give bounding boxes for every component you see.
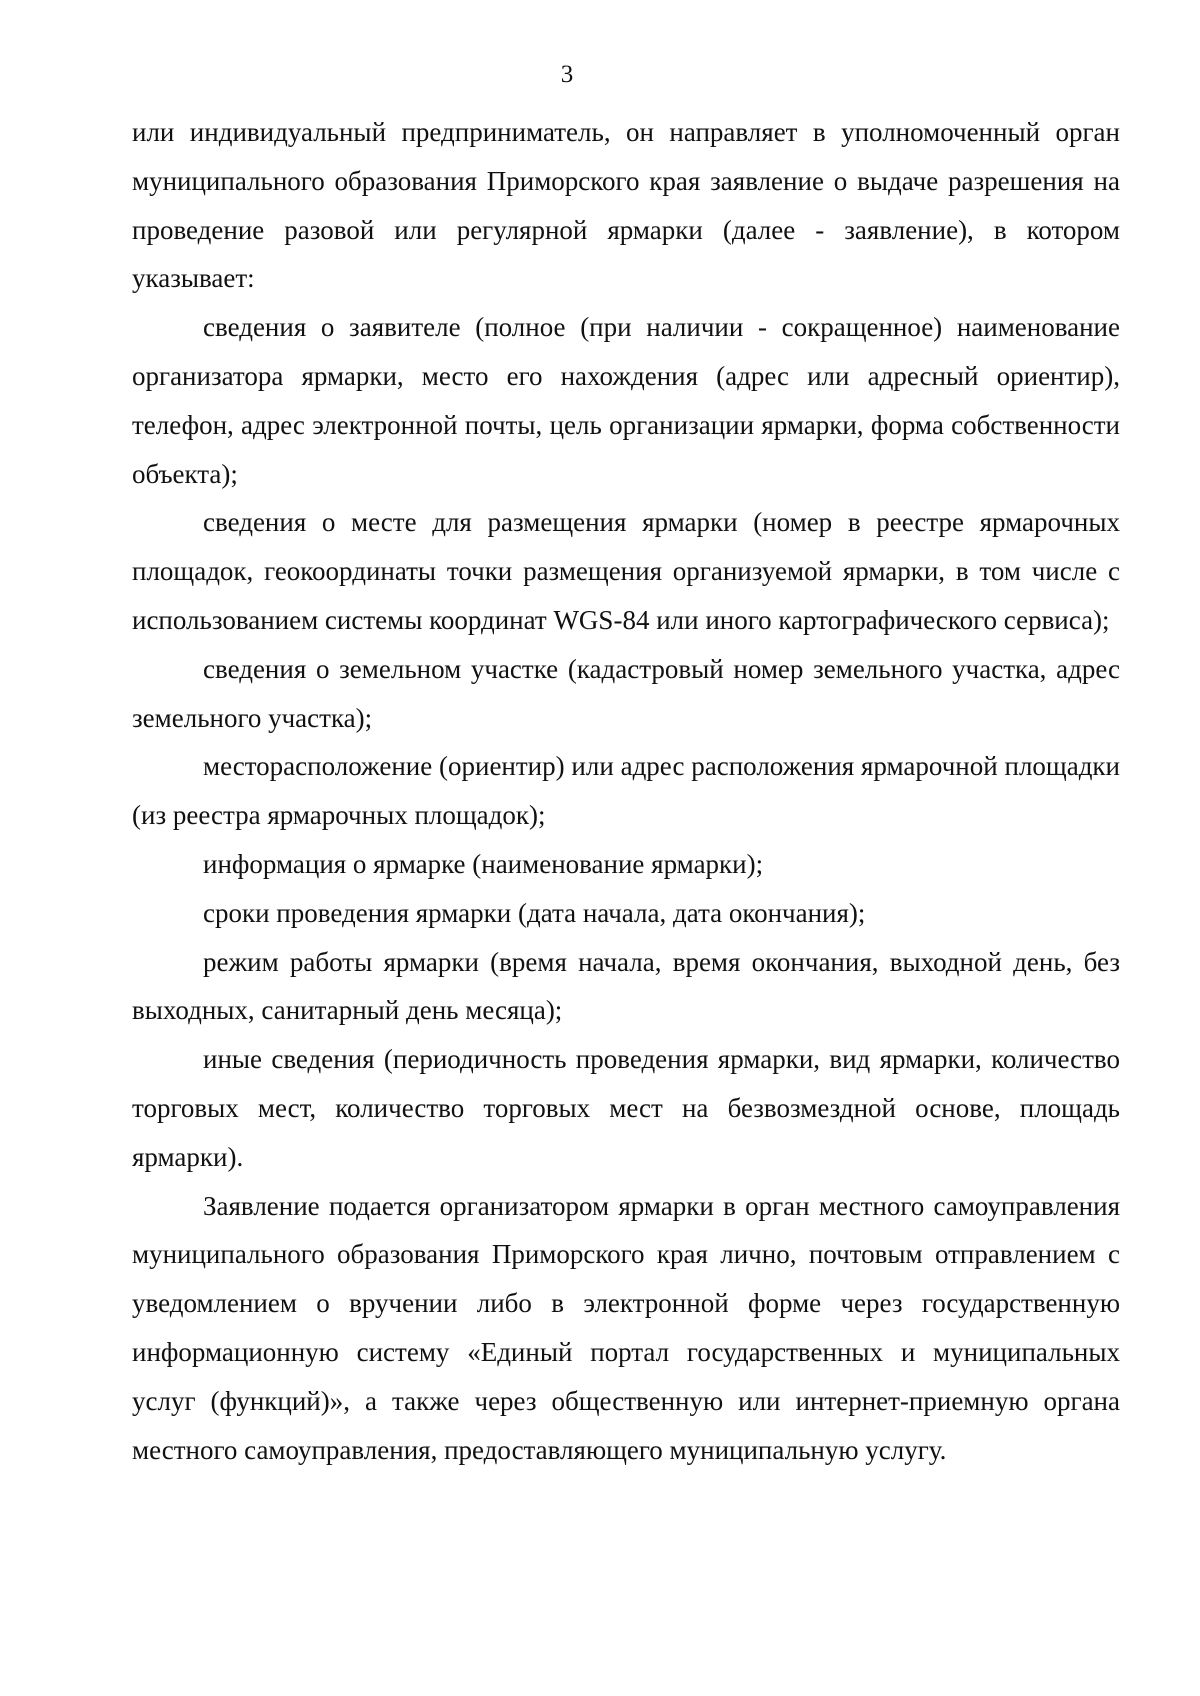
paragraph-applicant-intro: или индивидуальный предприниматель, он направляет в уполномоченный орган муниципального образования Приморского края заявление о выдаче разрешения на проведение разовой или регулярной ярмарки (далее - заявление), в котором указывает: bbox=[132, 117, 1120, 294]
document-body bbox=[132, 108, 1120, 1474]
paragraph-applicant-info: сведения о заявителе (полное (при наличии - сокращенное) наименование организатора ярмарки, место его нахождения (адрес или адресный ориентир), телефон, адрес электронной почты, цель организации ярмарки, форма собственности объекта); bbox=[132, 312, 1120, 489]
paragraph-submission: Заявление подается организатором ярмарки в орган местного самоуправления муниципального образования Приморского края лично, почтовым отправлением с уведомлением о вручении либо в электронной форме через государственную информационную систему «Единый портал государственных и муниципальных услуг (функций)», а также через общественную или интернет-приемную органа местного самоуправления, предоставляющего муниципальную услугу. bbox=[132, 1190, 1120, 1465]
paragraph-fair-info: информация о ярмарке (наименование ярмарки); bbox=[203, 848, 764, 879]
paragraph-fair-schedule: режим работы ярмарки (время начала, время окончания, выходной день, без выходных, санитарный день месяца); bbox=[132, 946, 1120, 1026]
paragraph-other-info: иные сведения (периодичность проведения ярмарки, вид ярмарки, количество торговых мест, количество торговых мест на безвозмездной основе, площадь ярмарки). bbox=[132, 1044, 1120, 1172]
page-number: 3 bbox=[560, 61, 574, 88]
paragraph-land-plot: сведения о земельном участке (кадастровый номер земельного участка, адрес земельного участка); bbox=[132, 653, 1120, 733]
paragraph-fair-address: месторасположение (ориентир) или адрес расположения ярмарочной площадки (из реестра ярмарочных площадок); bbox=[132, 751, 1120, 831]
paragraph-fair-location: сведения о месте для размещения ярмарки (номер в реестре ярмарочных площадок, геокоординаты точки размещения организуемой ярмарки, в том числе с использованием системы координат WGS-84 или иного картографического сервиса); bbox=[132, 507, 1120, 635]
paragraph-fair-dates: сроки проведения ярмарки (дата начала, дата окончания); bbox=[203, 897, 866, 928]
